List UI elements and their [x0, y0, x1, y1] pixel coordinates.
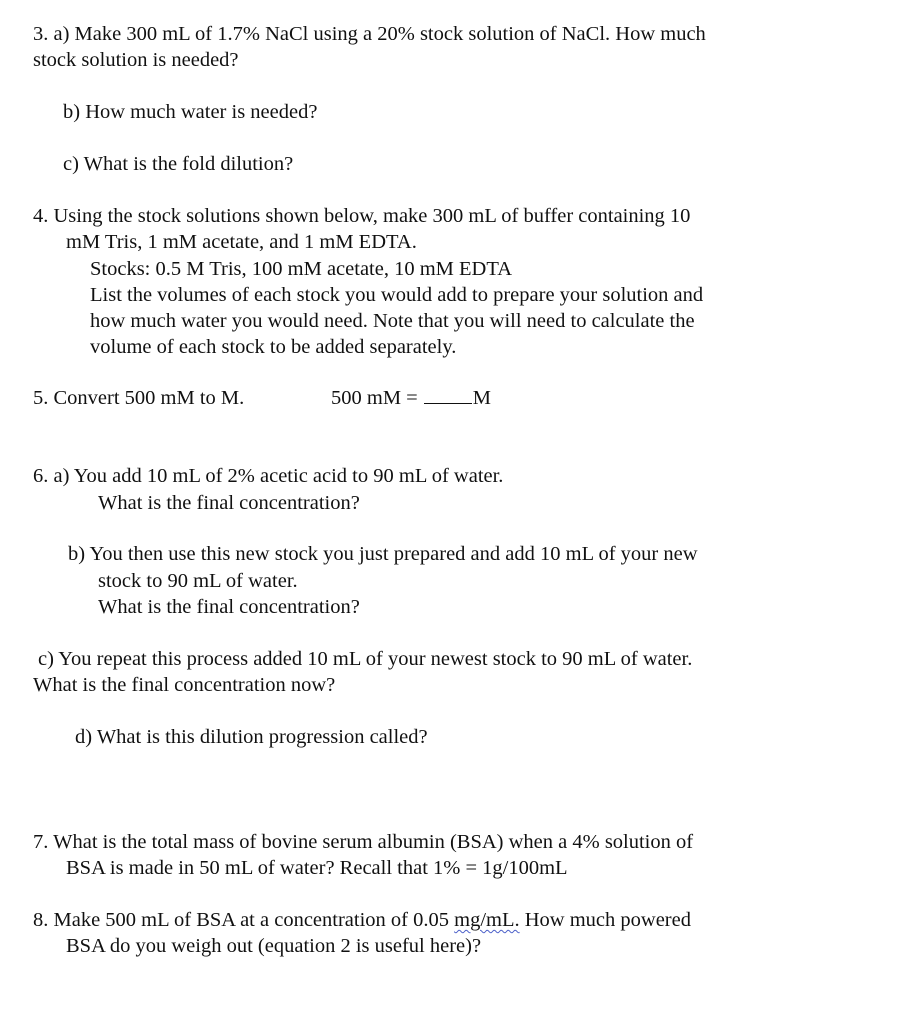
q3b-text: b) How much water is needed? — [63, 101, 318, 123]
q6a-line-1: 6. a) You add 10 mL of 2% acetic acid to 90 mL of water. — [33, 465, 504, 487]
q6c-line-1: c) You repeat this process added 10 mL of your newest stock to 90 mL of water. — [38, 648, 693, 670]
q8-line-2: BSA do you weigh out (equation 2 is useful here)? — [66, 935, 482, 957]
q3a-line-2: stock solution is needed? — [33, 49, 239, 71]
q5-answer-blank — [424, 387, 472, 404]
q4-list-line-2: how much water you would need. Note that you will need to calculate the — [90, 310, 695, 332]
q6b-line-3: What is the final concentration? — [98, 596, 360, 618]
q4-list-line-3: volume of each stock to be added separately. — [90, 336, 457, 358]
q3a-line-1: 3. a) Make 300 mL of 1.7% NaCl using a 20% stock solution of NaCl. How much — [33, 23, 706, 45]
q8-line-1 — [33, 907, 691, 933]
q6a-line-2: What is the final concentration? — [98, 492, 360, 514]
q7-line-1: 7. What is the total mass of bovine serum albumin (BSA) when a 4% solution of — [33, 831, 694, 853]
q6d-text: d) What is this dilution progression called? — [75, 726, 428, 748]
q5-answer-line — [331, 385, 491, 411]
q7-line-2: BSA is made in 50 mL of water? Recall that 1% = 1g/100mL — [66, 857, 568, 879]
q4-line-2: mM Tris, 1 mM acetate, and 1 mM EDTA. — [66, 231, 417, 253]
q5-expression: 500 mM = — [331, 387, 418, 409]
q3c-text: c) What is the fold dilution? — [63, 153, 294, 175]
q8-line-1-start: 8. Make 500 mL of BSA at a concentration of 0.05 — [33, 909, 455, 931]
q4-list-line-1: List the volumes of each stock you would add to prepare your solution and — [90, 284, 704, 306]
q8-spellcheck-mark: mg/mL. — [454, 909, 520, 931]
q6b-line-2: stock to 90 mL of water. — [98, 570, 298, 592]
q5-prompt: 5. Convert 500 mM to M. — [33, 387, 245, 409]
q4-line-1: 4. Using the stock solutions shown below, make 300 mL of buffer containing 10 — [33, 205, 691, 227]
q4-stocks: Stocks: 0.5 M Tris, 100 mM acetate, 10 mM EDTA — [90, 258, 513, 280]
q5-unit: M — [472, 387, 491, 409]
q6b-line-1: b) You then use this new stock you just prepared and add 10 mL of your new — [68, 543, 698, 565]
q6c-line-2: What is the final concentration now? — [33, 674, 336, 696]
q8-line-1-end: How much powered — [519, 909, 691, 931]
